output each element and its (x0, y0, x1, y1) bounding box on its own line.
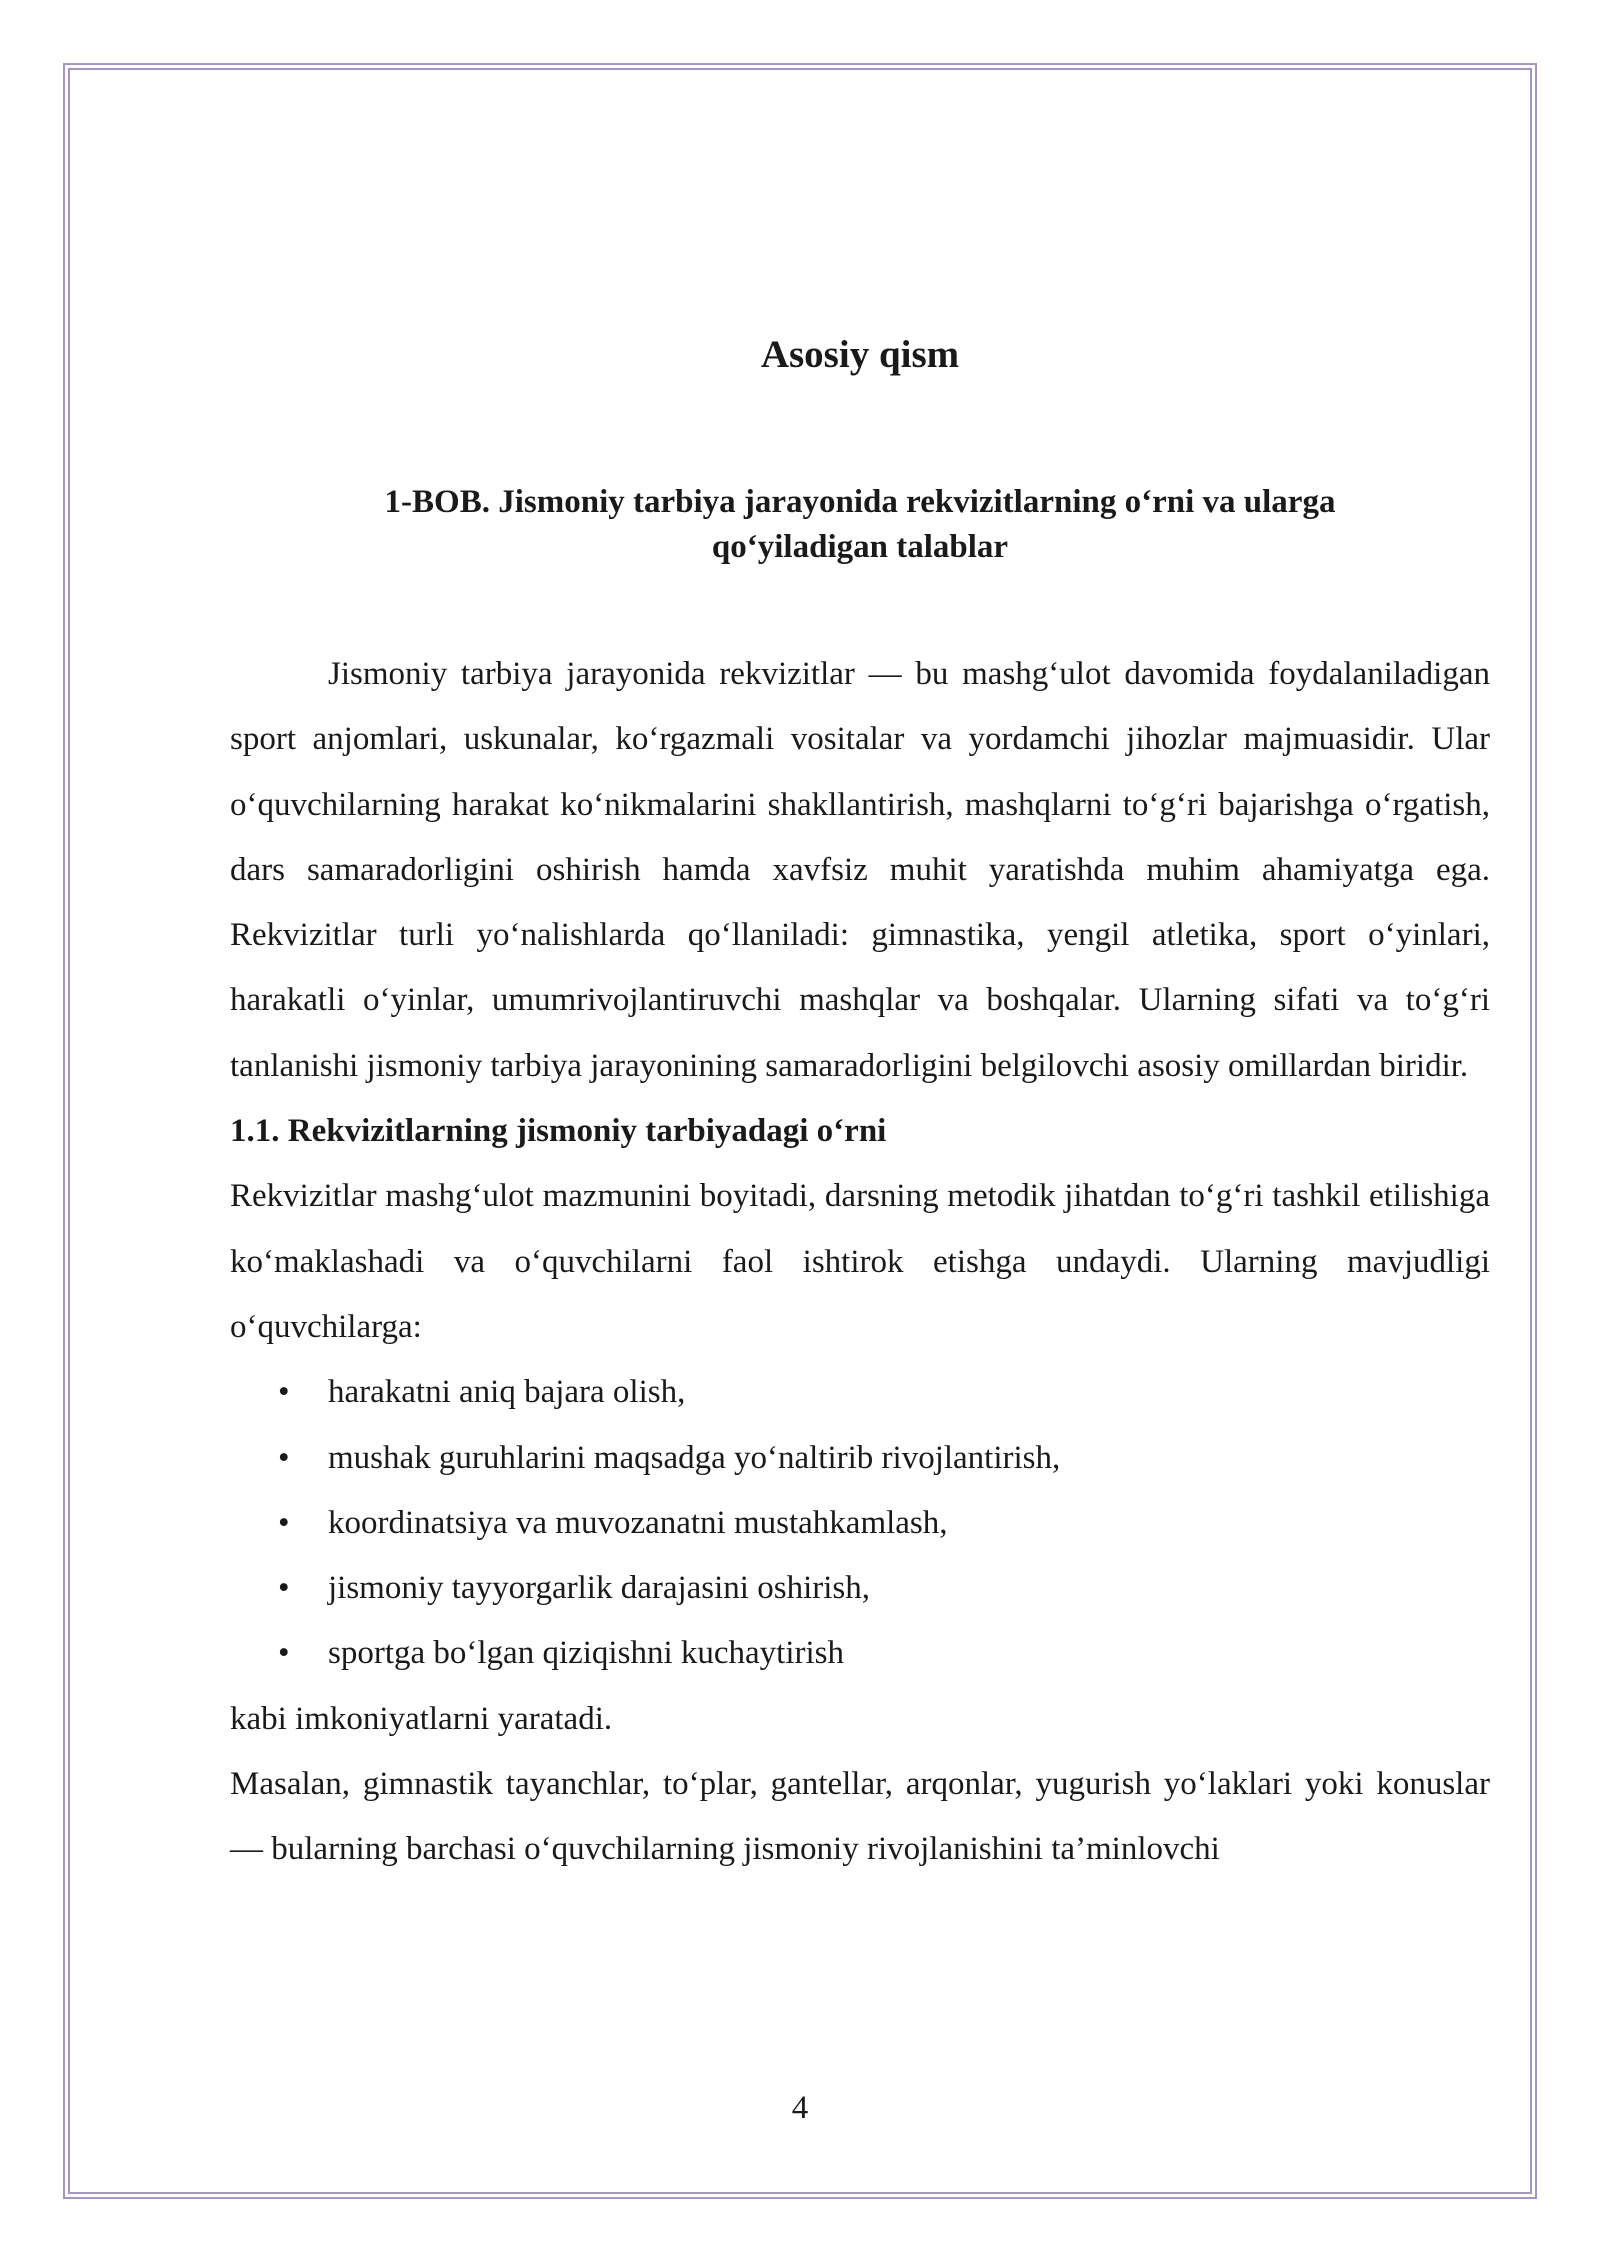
list-item-text: mushak guruhlarini maqsadga yo‘naltirib rivojlantirish, (328, 1439, 1061, 1476)
example-paragraph: Masalan, gimnastik tayanchlar, to‘plar, gantellar, arqonlar, yugurish yo‘laklari yoki konuslar — bularning barchasi o‘quvchilarning jismoniy rivojlanishini ta’minlovchi (230, 1766, 1490, 1868)
bullet-icon: • (278, 1374, 290, 1411)
list-item (230, 1621, 1490, 1686)
after-bullets-text: kabi imkoniyatlarni yaratadi. (230, 1700, 613, 1737)
bullet-icon: • (278, 1439, 290, 1476)
list-item (230, 1491, 1490, 1556)
subsection-paragraph: Rekvizitlar mashg‘ulot mazmunini boyitadi, darsning metodik jihatdan to‘g‘ri tashkil etilishiga ko‘maklashadi va o‘quvchilarni faol ishtirok etishga undaydi. Ularning mavjudligi o‘quvchilarga: (230, 1178, 1490, 1345)
subsection-title: 1.1. Rekvizitlarning jismoniy tarbiyadagi o‘rni (230, 1113, 887, 1150)
body-text (230, 642, 1490, 1883)
intro-paragraph: Jismoniy tarbiya jarayonida rekvizitlar — bu mashg‘ulot davomida foydalaniladigan sport anjomlari, uskunalar, ko‘rgazmali vositalar va yordamchi jihozlar majmuasidir. Ular o‘quvchilarning harakat ko‘nikmalarini shakllantirish, mashqlarni to‘g‘ri bajarishga o‘rgatish, dars samaradorligini oshirish hamda xavfsiz muhit yaratishda muhim ahamiyatga ega. Rekvizitlar turli yo‘nalishlarda qo‘llaniladi: gimnastika, yengil atletika, sport o‘yinlari, harakatli o‘yinlar, umumrivojlantiruvchi mashqlar va boshqalar. Ularning sifati va to‘g‘ri tanlanishi jismoniy tarbiya jarayonining samaradorligini belgilovchi asosiy omillardan biridir. (230, 656, 1490, 1084)
chapter-title-line-1: 1-BOB. Jismoniy tarbiya jarayonida rekvizitlarning o‘rni va ularga (384, 484, 1336, 520)
list-item-text: jismoniy tayyorgarlik darajasini oshirish, (328, 1570, 870, 1607)
chapter-title-line-2: qo‘yiladigan talablar (711, 529, 1009, 565)
section-title: Asosiy qism (760, 333, 960, 376)
list-item-text: harakatni aniq bajara olish, (328, 1374, 686, 1411)
list-item-text: koordinatsiya va muvozanatni mustahkamlash, (328, 1504, 948, 1541)
chapter-title (230, 480, 1490, 570)
list-item (230, 1360, 1490, 1425)
page-number: 4 (791, 2090, 809, 2126)
bullet-icon: • (278, 1570, 290, 1607)
bullet-icon: • (278, 1504, 290, 1541)
list-item (230, 1556, 1490, 1621)
list-item (230, 1426, 1490, 1491)
list-item-text: sportga bo‘lgan qiziqishni kuchaytirish (328, 1635, 844, 1672)
bullet-icon: • (278, 1635, 290, 1672)
bullet-list (230, 1360, 1490, 1686)
